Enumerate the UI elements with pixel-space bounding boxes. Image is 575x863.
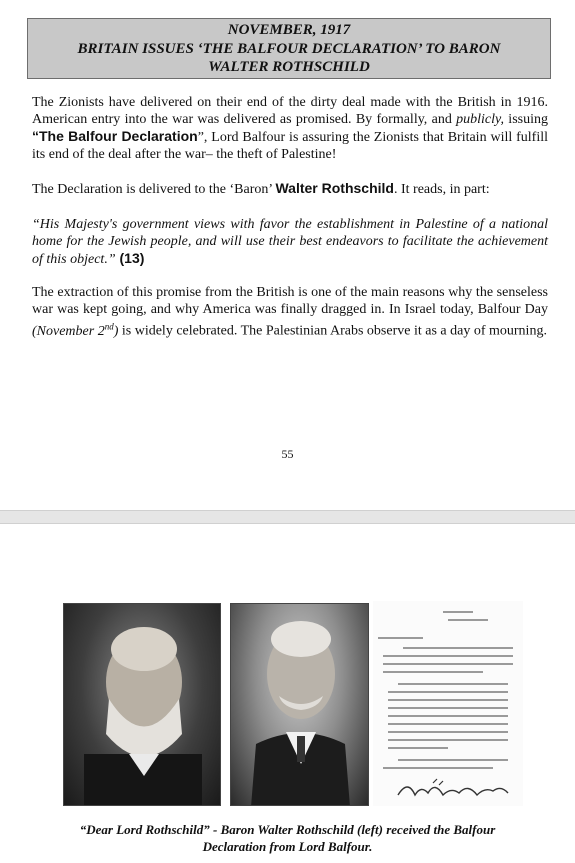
- letter-line: [383, 663, 513, 665]
- declaration-quote: “His Majesty's government views with favor the establishment in Palestine of a national home for the Jewish people, and will use their best endeavors to facilitate the achievement of this object.”: [32, 217, 548, 267]
- caption-line-2: Declaration from Lord Balfour.: [202, 839, 373, 854]
- balfour-letter-image: [373, 601, 523, 806]
- paragraph-quote: [32, 217, 548, 269]
- p4-date-sup: nd: [104, 321, 114, 331]
- letter-line: [388, 707, 508, 709]
- letter-line: [398, 683, 508, 685]
- page-number: 55: [281, 447, 294, 461]
- letter-line: [383, 767, 493, 769]
- portrait-left-drawing: [64, 604, 221, 806]
- page-separator: [0, 510, 575, 524]
- p2-text-a: The Declaration is delivered to the ‘Baron’: [32, 182, 276, 197]
- letter-line: [443, 611, 473, 613]
- letter-line: [383, 655, 513, 657]
- reference-number: (13): [115, 250, 145, 266]
- lord-balfour-photo: [230, 603, 369, 806]
- letter-line: [448, 619, 488, 621]
- p1-publicly: publicly,: [456, 111, 504, 127]
- letter-line: [398, 759, 508, 761]
- p1-text-a: The Zionists have delivered on their end of the dirty deal made with the British in 1916. American entry into the war was delivered as promised. By formally, and: [32, 95, 548, 127]
- p1-text-e: ”, Lord Balfour is assuring the Zionists that Britain will fulfill its end of the deal after the war– the theft of Palestine!: [32, 130, 549, 162]
- p2-text-c: . It reads, in part:: [393, 182, 490, 197]
- balfour-signature: [393, 777, 513, 803]
- caption-line-1: “Dear Lord Rothschild” - Baron Walter Rothschild (left) received the Balfour: [79, 822, 496, 837]
- p4-date: [32, 321, 119, 339]
- letter-line: [388, 739, 508, 741]
- letter-line: [388, 715, 508, 717]
- photo-caption: [20, 821, 555, 855]
- portrait-right-drawing: [231, 604, 369, 806]
- letter-line: [378, 637, 423, 639]
- p1-text-c: issuing: [503, 111, 548, 127]
- letter-line: [388, 723, 508, 725]
- p4-text-a: The extraction of this promise from the British is one of the main reasons why the senseless war was kept going, and why America was finally dragged in. In Israel today, Balfour Day: [32, 285, 548, 317]
- letter-line: [388, 747, 448, 749]
- page-56: [0, 524, 575, 863]
- title-date: NOVEMBER, 1917: [227, 22, 351, 38]
- title-line-2: BRITAIN ISSUES ‘THE BALFOUR DECLARATION’ TO BARON: [77, 40, 501, 57]
- letter-line: [388, 731, 508, 733]
- letter-line: [388, 699, 508, 701]
- title-line-3: WALTER ROTHSCHILD: [208, 59, 370, 75]
- letter-line: [388, 691, 508, 693]
- chapter-title-box: [27, 18, 551, 79]
- paragraph-declaration-delivered: [32, 180, 548, 199]
- letter-line: [403, 647, 513, 649]
- letter-line: [383, 671, 483, 673]
- paragraph-balfour-day: [32, 285, 548, 340]
- walter-rothschild-photo: [63, 603, 221, 806]
- p4-date-text: (November 2: [32, 323, 105, 339]
- p2-walter-rothschild: Walter Rothschild: [275, 180, 394, 196]
- p4-text-d: is widely celebrated. The Palestinian Arabs observe it as a day of mourning.: [118, 323, 547, 339]
- p1-balfour-declaration: “The Balfour Declaration: [32, 128, 198, 144]
- paragraph-zionists-deal: [32, 95, 548, 163]
- p4-date-close: ): [113, 323, 119, 339]
